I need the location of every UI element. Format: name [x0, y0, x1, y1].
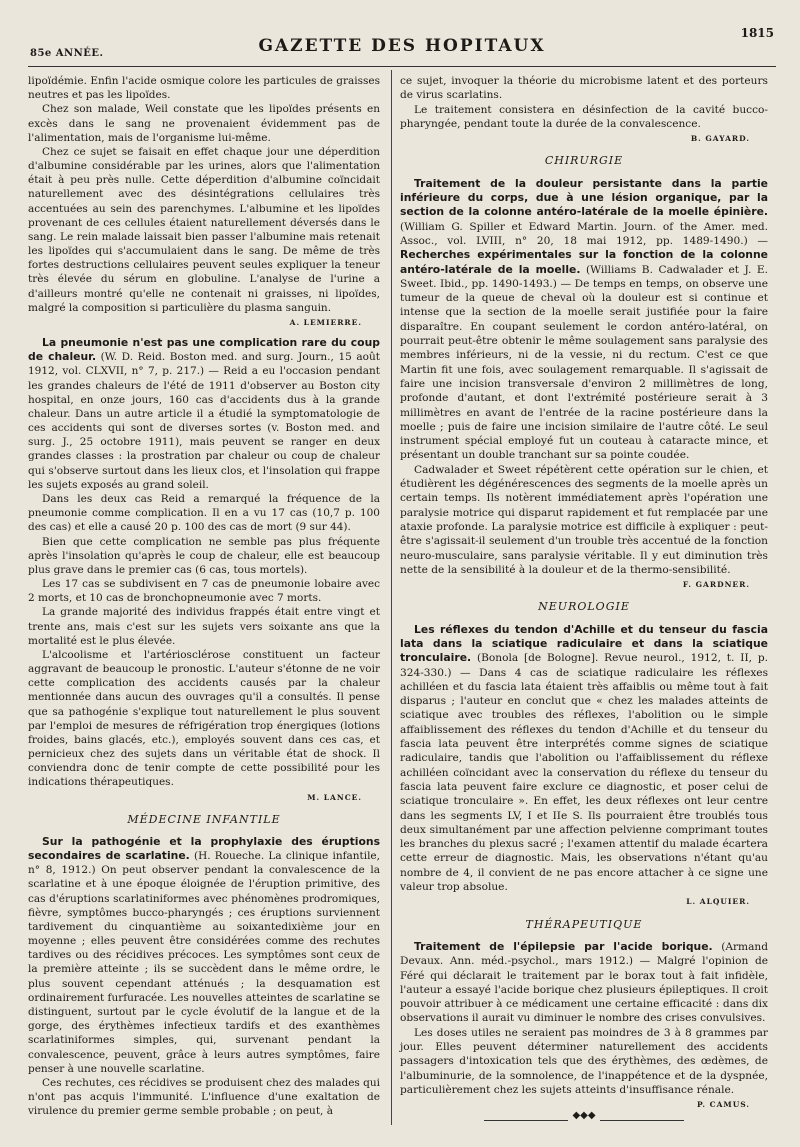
- article: [28, 336, 380, 805]
- article: [400, 623, 768, 910]
- page-number: 1815: [740, 26, 774, 40]
- article-reference: (William G. Spiller et Edward Martin. Journ. of the Amer. med. Assoc., vol. LVIII, n° 20, 18 mai 1912, pp. 1489-1490.) —: [400, 220, 768, 247]
- paragraph: Bien que cette complication ne semble pas plus fréquente après l'insolation qu'après le coup de chaleur, elle est beaucoup plus grave dans le premier cas (6 cas, tous mortels).: [28, 535, 380, 576]
- author-signature: B. GAYARD.: [690, 134, 750, 144]
- page-header: [30, 18, 774, 66]
- article-reference: (H. Roueche. La clinique infantile, n° 8, 1912.) On peut observer pendant la convalescence de la scarlatine et à une époque éloignée de l'éruption primitive, des cas d'éruptions scarlatiniformes avec phénomènes prodromiques, fièvre, symptômes bucco-pharyngés ; ces éruptions surviennent tardivement du cinquantième au soixantedixième jour en moyenne ; elles peuvent être considérées comme des rechutes tardives ou des récidives précoces. Les symptômes sont ceux de la première atteinte ; ils se succèdent dans le même ordre, le plus souvent cependant atténués ; la desquamation est ordinairement furfuracée. Les nouvelles atteintes de scarlatine se distinguent, surtout par le cycle évolutif de la langue et de la gorge, des érythèmes infectieux tardifs et des exanthèmes scarlatiniformes simples, qui, survenant pendant la convalescence, peuvent, grâce à leurs autres symptômes, faire penser à une nouvelle scarlatine.: [28, 850, 380, 1075]
- author-signature: L. ALQUIER.: [686, 897, 750, 907]
- article-reference: (Williams B. Cadwalader et J. E. Sweet. Ibid., pp. 1490-1493.) — De temps en temps, on observe une tumeur de la queue de cheval où la douleur est si continue et intense que la section de la moelle serait justifiée pour la faire disparaître. En coupant seulement le cordon antéro-latéral, on pourrait peut-être obtenir le même soulagement sans paralysie des membres inférieurs, ni de la vessie, ni du rectum. C'est ce que Martin fit une fois, avec soulagement remarquable. Il s'agissait de faire une incision transversale d'environ 2 millimètres de long, profonde d'autant, et dont l'extrémité postérieure serait à 3 millimètres en avant de l'entrée de la racine postérieure dans la moelle ; puis de faire une incision similaire de l'autre côté. Le seul instrument spécial employé fut un couteau à cataracte mince, et présentant un double tranchant sur sa pointe coudée.: [400, 263, 768, 462]
- article-body: [400, 623, 768, 895]
- paragraph: Le traitement consistera en désinfection de la cavité bucco-pharyngée, pendant toute la durée de la convalescence.: [400, 103, 768, 130]
- article-title: Traitement de l'épilepsie par l'acide borique.: [414, 939, 713, 953]
- author-signature: A. LEMIERRE.: [289, 317, 362, 327]
- article: [28, 835, 380, 1118]
- journal-title: GAZETTE DES HOPITAUX: [258, 36, 546, 56]
- article-title: Sur la pathogénie et la prophylaxie des éruptions secondaires de scarlatine.: [28, 834, 380, 863]
- article-title: La pneumonie n'est pas une complication rare du coup de chaleur.: [28, 336, 380, 364]
- column-divider: [391, 70, 392, 1125]
- year-label: 85e ANNÉE.: [30, 48, 104, 59]
- header-rule: [28, 66, 776, 67]
- section-heading: NEUROLOGIE: [538, 600, 630, 614]
- paragraph: Les doses utiles ne seraient pas moindres de 3 à 8 grammes par jour. Elles peuvent déterminer naturellement des accidents passagers d'intoxication tels que des érythèmes, des œdèmes, de l'albuminurie, de la somnolence, de l'inappétence et de la dyspnée, particulièrement chez les sujets atteints d'insuffisance rénale.: [400, 1026, 768, 1096]
- right-column: [400, 74, 768, 1123]
- article-body: [400, 177, 768, 463]
- paragraph: Ces rechutes, ces récidives se produisent chez des malades qui n'ont pas acquis l'immunité. L'influence d'une exaltation de virulence du premier germe semble probable ; on peut, à: [28, 1076, 380, 1118]
- article-body: [400, 940, 768, 1026]
- paragraph: Cadwalader et Sweet répétèrent cette opération sur le chien, et étudièrent les dégénérescences des segments de la moelle après un certain temps. Ils notèrent immédiatement après l'opération une paralysie motrice qui disparut rapidement et fut remplacée par une ataxie profonde. La paralysie motrice est difficile à expliquer : peut-être s'agissait-il seulement d'un trouble très accentué de la fonction neuro-musculaire, sans paralysie véritable. Il y eut diminution très nette de la sensibilité à la douleur et de la thermo-sensibilité.: [400, 463, 768, 576]
- article-title: Recherches expérimentales sur la fonction de la colonne antéro-latérale de la moelle.: [400, 248, 768, 276]
- article-reference: (W. D. Reid. Boston med. and surg. Journ., 15 août 1912, vol. CLXVII, n° 7, p. 217.) — Reid a eu l'occasion pendant les grandes chaleurs de l'été de 1911 d'observer au Boston city hospital, en onze jours, 160 cas d'accidents dus à la grande chaleur. Dans un autre article il a étudié la symptomatologie de ces accidents qui sont de diverses sortes (v. Boston med. and surg. J., 25 octobre 1911), mais peuvent se ranger en deux grandes classes : la prostration par chaleur ou coup de chaleur qui s'observe surtout dans les lieux clos, et l'insolation qui frappe les sujets exposés au grand soleil.: [28, 351, 380, 491]
- ornament-glyph: ◆◆◆: [568, 1110, 599, 1121]
- article-title: Les réflexes du tendon d'Achille et du tenseur du fascia lata dans la sciatique radiculaire et dans la sciatique tronculaire.: [400, 622, 768, 665]
- article: [400, 177, 768, 593]
- author-signature: F. GARDNER.: [682, 580, 750, 590]
- author-signature: M. LANCE.: [307, 792, 362, 802]
- end-ornament: [484, 1110, 684, 1123]
- paragraph: Chez son malade, Weil constate que les lipoïdes présents en excès dans le sang ne provenaient évidemment pas de l'alimentation, mais de l'organisme lui-même.: [28, 103, 380, 144]
- paragraph: L'alcoolisme et l'artériosclérose constituent un facteur aggravant de beaucoup le pronostic. L'auteur s'étonne de ne voir cette complication des accidents causés par la chaleur mentionnée dans aucun des ouvrages qu'il a consultés. Il pense que sa pathogénie s'explique tout naturellement le plus souvent par l'emploi de mesures de réfrigération trop énergiques (lotions froides, bains glacés, etc.), employés souvent dans ces cas, et pernicieux chez des sujets dans un véritable état de shock. Il conviendra donc de tenir compte de cette possibilité pour les indications thérapeutiques.: [28, 648, 380, 789]
- article: [400, 940, 768, 1113]
- section-heading: THÉRAPEUTIQUE: [525, 917, 643, 931]
- paragraph: Dans les deux cas Reid a remarqué la fréquence de la pneumonie comme complication. Il en a vu 17 cas (10,7 p. 100 des cas) et elle a causé 20 p. 100 des cas de mort (9 sur 44).: [28, 492, 380, 534]
- section-heading: MÉDECINE INFANTILE: [127, 812, 281, 826]
- article-title: Traitement de la douleur persistante dans la partie inférieure du corps, due à une lésion organique, par la section de la colonne antéro-latérale de la moelle épinière.: [400, 176, 768, 219]
- article-reference: (Armand Devaux. Ann. méd.-psychol., mars 1912.) — Malgré l'opinion de Féré qui déclarait le traitement par le borax tout à fait infidèle, l'auteur a essayé l'acide borique chez plusieurs épileptiques. Il croit pouvoir attribuer à ce médicament une certaine efficacité : dans dix observations il aurait vu diminuer le nombre des crises convulsives.: [400, 940, 769, 1025]
- article-body: [28, 835, 380, 1076]
- paragraph: Chez ce sujet se faisait en effet chaque jour une déperdition d'albumine considérable par les urines, alors que l'alimentation était à peu près nulle. Cette déperdition d'albumine coïncidait naturellement avec des désintégrations cellulaires très accentuées au sein des parenchymes. L'albumine et les lipoïdes provenant de ces cellules étaient naturellement déversés dans le sang. Le rein malade laissait bien passer l'albumine mais retenait les lipoïdes qui s'accumulaient dans le sang. De même de très fortes destructions cellulaires peuvent seules expliquer la teneur très élevée du sérum en globuline. L'analyse de l'urine a d'ailleurs montré qu'elle ne contenait ni graisses, ni lipoïdes, malgré la composition si particulière du plasma sanguin.: [28, 145, 380, 314]
- paragraph: Les 17 cas se subdivisent en 7 cas de pneumonie lobaire avec 2 morts, et 10 cas de bronchopneumonie avec 7 morts.: [28, 578, 380, 605]
- article-body: [28, 336, 380, 492]
- author-signature: P. CAMUS.: [696, 1100, 750, 1110]
- section-heading: CHIRURGIE: [544, 154, 624, 168]
- paragraph: La grande majorité des individus frappés était entre vingt et trente ans, mais c'est sur les sujets vers soixante ans que la mortalité est le plus élevée.: [28, 606, 380, 647]
- left-column: [28, 74, 380, 1118]
- paragraph: lipoïdémie. Enfin l'acide osmique colore les particules de graisses neutres et pas les lipoïdes.: [28, 75, 380, 102]
- article-reference: (Bonola [de Bologne]. Revue neurol., 1912, t. II, p. 324-330.) — Dans 4 cas de sciatique radiculaire les réflexes achilléen et du fascia lata étaient très affaiblis ou même tout à fait disparus ; l'auteur en conclut que « chez les malades atteints de sciatique avec troubles des réflexes, l'abolition ou le simple affaiblissement des réflexes du tendon d'Achille et du tenseur du fascia lata peuvent être interprétés comme signes de sciatique radiculaire, tandis que l'abolition ou l'affaiblissement du réflexe achilléen coïncidant avec la conservation du réflexe du tenseur du fascia lata peuvent faire exclure ce diagnostic, et poser celui de sciatique tronculaire ». En effet, les deux réflexes ont leur centre dans les segments LV, I et IIe S. Ils pourraient être troublés tous deux simultanément par une affection pelvienne comprimant toutes les branches du plexus sacré ; l'examen attentif du malade écartera cette erreur de diagnostic. Mais, les observations n'étant qu'au nombre de 4, il convient de ne pas encore attacher à ce signe une valeur trop absolue.: [400, 652, 768, 894]
- paragraph: ce sujet, invoquer la théorie du microbisme latent et des porteurs de virus scarlatins.: [400, 75, 768, 102]
